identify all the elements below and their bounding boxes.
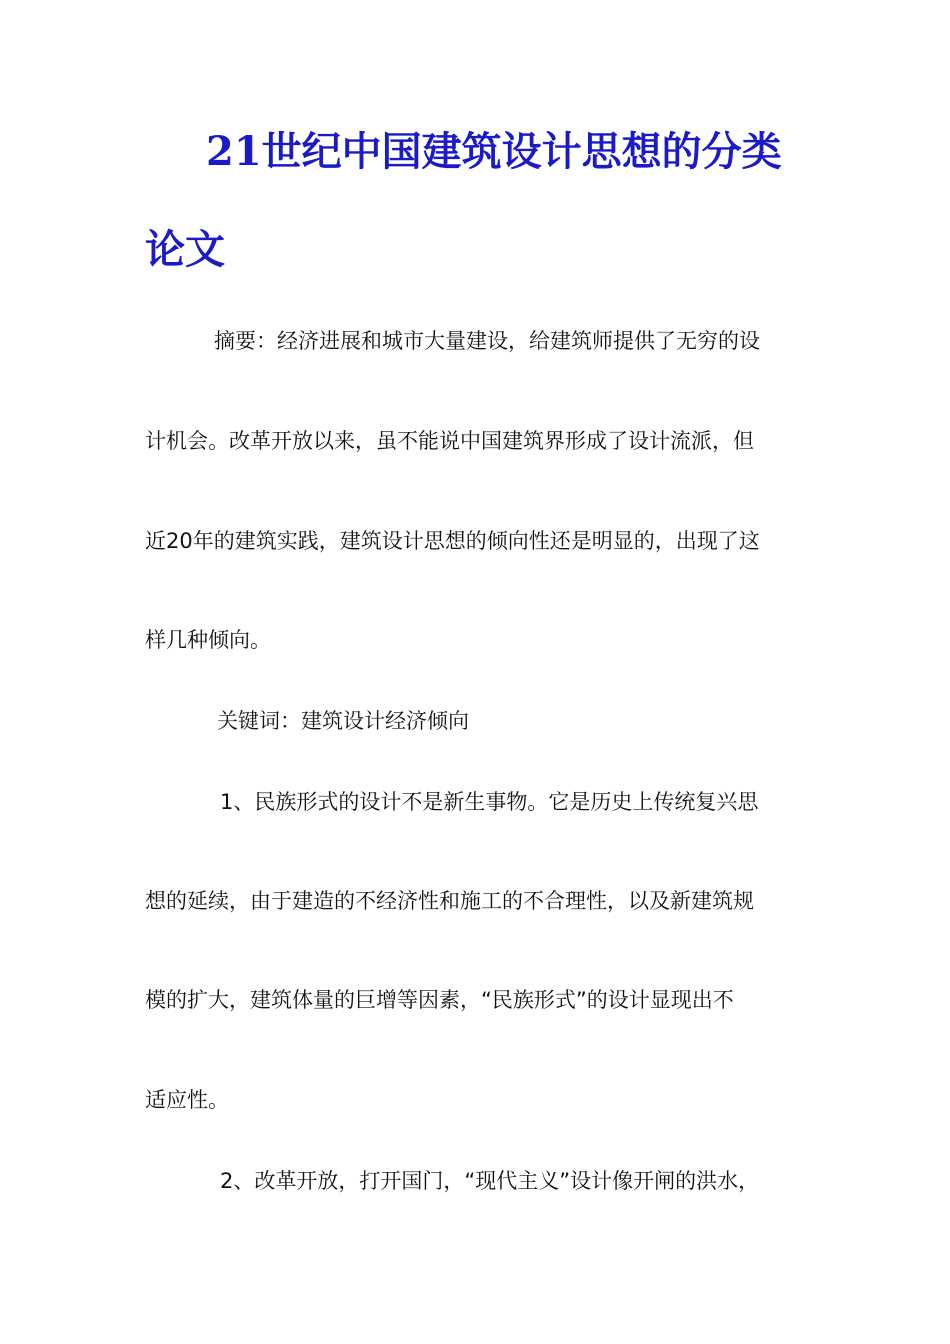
document-title-line-2: 论文: [145, 226, 225, 273]
abstract-line-3: 近20年的建筑实践，建筑设计思想的倾向性还是明显的，出现了这: [145, 529, 760, 553]
section-2-line-1: 2、改革开放，打开国门，“现代主义”设计像开闸的洪水，: [220, 1169, 760, 1193]
abstract-line-2: 计机会。改革开放以来，虽不能说中国建筑界形成了设计流派，但: [145, 429, 754, 453]
document-title-line-1: 21世纪中国建筑设计思想的分类: [206, 128, 782, 175]
keywords-line: 关键词：建筑设计经济倾向: [217, 709, 469, 733]
section-1-line-4: 适应性。: [145, 1088, 229, 1112]
abstract-line-4: 样几种倾向。: [145, 628, 271, 652]
section-1-line-3: 模的扩大，建筑体量的巨增等因素，“民族形式”的设计显现出不: [145, 988, 734, 1012]
section-1-line-1: 1、民族形式的设计不是新生事物。它是历史上传统复兴思: [220, 790, 759, 814]
abstract-line-1: 摘要：经济进展和城市大量建设，给建筑师提供了无穷的设: [214, 329, 760, 353]
section-1-line-2: 想的延续，由于建造的不经济性和施工的不合理性，以及新建筑规: [145, 889, 754, 913]
